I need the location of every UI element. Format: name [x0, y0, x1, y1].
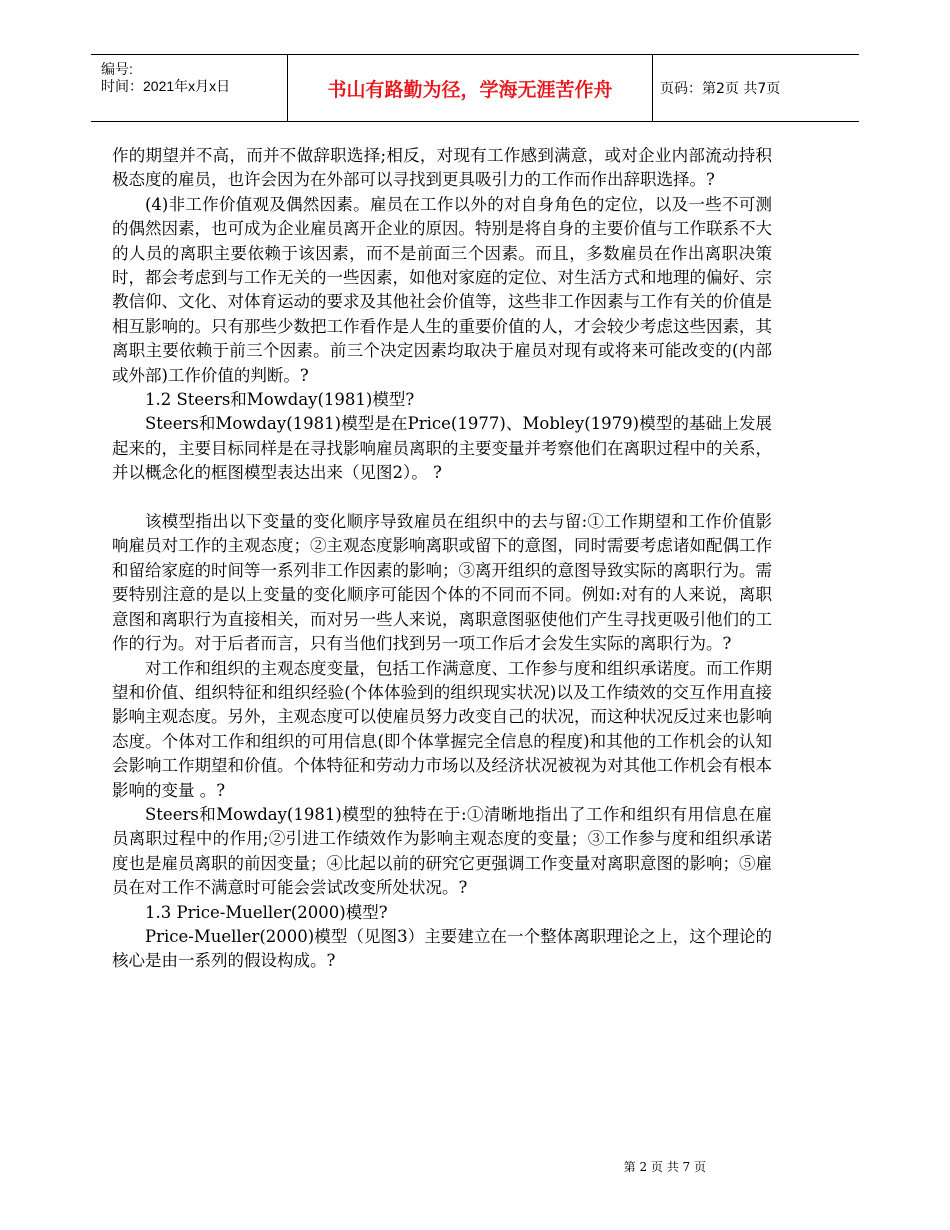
- document-body: [112, 144, 772, 974]
- page-footer: 第 2 页 共 7 页: [623, 1160, 706, 1174]
- paragraph-continuation: 作的期望并不高，而并不做辞职选择;相反，对现有工作感到满意，或对企业内部流动持积极态度的雇员，也许会因为在外部可以寻找到更具吸引力的工作而作出辞职选择。?: [112, 146, 772, 190]
- document-time-label: 时间：2021年x月x日: [101, 78, 231, 94]
- document-number-label: 编号:: [101, 61, 133, 77]
- paragraph-model-sequence: 该模型指出以下变量的变化顺序导致雇员在组织中的去与留:①工作期望和工作价值影响雇员对工作的主观态度；②主观态度影响离职或留下的意图，同时需要考虑诸如配偶工作和留给家庭的时间等一系列非工作因素的影响；③离开组织的意图导致实际的离职行为。需要特别注意的是以上变量的变化顺序可能因个体的不同而不同。例如:对有的人来说，离职意图和离职行为直接相关，而对另一些人来说，离职意图驱使他们产生寻找更吸引他们的工作的行为。对于后者而言，只有当他们找到另一项工作后才会发生实际的离职行为。?: [112, 512, 772, 654]
- header-meta: [91, 55, 287, 121]
- paragraph-price-mueller-intro: Price-Mueller(2000)模型（见图3）主要建立在一个整体离职理论之上，这个理论的核心是由一系列的假设构成。?: [112, 926, 772, 971]
- paragraph-model-uniqueness: Steers和Mowday(1981)模型的独特在于:①清晰地指出了工作和组织有用信息在雇员离职过程中的作用;②引进工作绩效作为影响主观态度的变量；③工作参与度和组织承诺度也是雇员离职的前因变量；④比起以前的研究它更强调工作变量对离职意图的影响；⑤雇员在对工作不满意时可能会尝试改变所处状况。?: [112, 804, 772, 898]
- paragraph-steers-mowday-intro: Steers和Mowday(1981)模型是在Price(1977)、Mobley(1979)模型的基础上发展起来的，主要目标同样是在寻找影响雇员离职的主要变量并考察他们在离职过程中的关系，并以概念化的框图模型表达出来（见图2）。 ?: [112, 414, 772, 483]
- paragraph-factor-4: (4)非工作价值观及偶然因素。雇员在工作以外的对自身角色的定位，以及一些不可测的偶然因素，也可成为企业雇员离开企业的原因。特别是将自身的主要价值与工作联系不大的人员的离职主要依赖于该因素，而不是前面三个因素。而且，多数雇员在作出离职决策时，都会考虑到与工作无关的一些因素，如他对家庭的定位、对生活方式和地理的偏好、宗教信仰、文化、对体育运动的要求及其他社会价值等，这些非工作因素与工作有关的价值是相互影响的。只有那些少数把工作看作是人生的重要价值的人，才会较少考虑这些因素，其离职主要依赖于前三个因素。前三个决定因素均取决于雇员对现有或将来可能改变的(内部或外部)工作价值的判断。?: [112, 194, 772, 385]
- section-heading-1-2: 1.2 Steers和Mowday(1981)模型?: [145, 390, 415, 410]
- page-header: [91, 54, 859, 122]
- header-page-number: 页码：第2页 共7页: [660, 81, 781, 97]
- section-heading-1-3: 1.3 Price-Mueller(2000)模型?: [145, 902, 388, 922]
- blank-line: [112, 486, 772, 510]
- header-motto: 书山有路勤为径，学海无涯苦作舟: [287, 55, 653, 121]
- paragraph-attitude-variables: 对工作和组织的主观态度变量，包括工作满意度、工作参与度和组织承诺度。而工作期望和价值、组织特征和组织经验(个体体验到的组织现实状况)以及工作绩效的交互作用直接影响主观态度。另外，主观态度可以使雇员努力改变自己的状况，而这种状况反过来也影响态度。个体对工作和组织的可用信息(即个体掌握完全信息的程度)和其他的工作机会的认知会影响工作期望和价值。个体特征和劳动力市场以及经济状况被视为对其他工作机会有根本影响的变量 。?: [112, 658, 772, 800]
